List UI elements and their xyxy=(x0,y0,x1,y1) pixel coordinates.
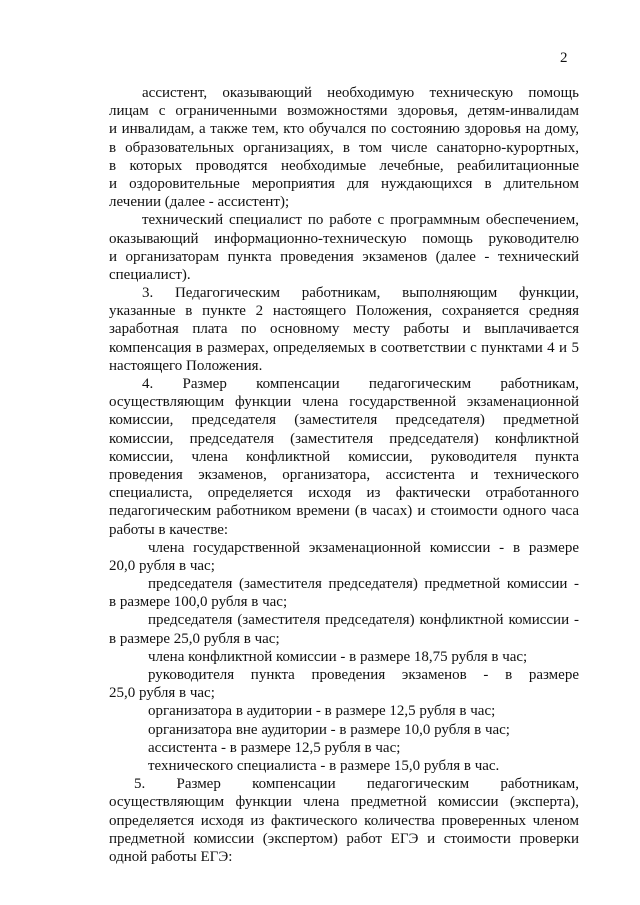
text-line: руководителя пункта проведения экзаменов - в размере xyxy=(148,667,579,683)
text-line: и инвалидам, а также тем, кто обучался по состоянию здоровья на дому, xyxy=(109,121,579,138)
text-line: 25,0 рубля в час; xyxy=(109,685,215,702)
text-line: 20,0 рубля в час; xyxy=(109,557,215,574)
text-line: организатора вне аудитории - в размере 10,0 рубля в час; xyxy=(148,721,510,738)
text-line: осуществляющим функции члена предметной комиссии (эксперта), xyxy=(109,794,579,811)
text-line: одной работы ЕГЭ: xyxy=(109,848,233,865)
text-line: председателя (заместителя председателя) предметной комиссии - xyxy=(148,576,579,593)
text-line: в размере 25,0 рубля в час; xyxy=(109,630,280,647)
text-line: технического специалиста - в размере 15,0 рубля в час. xyxy=(148,757,500,774)
text-line: определяется исходя из фактического количества проверенных членом xyxy=(109,812,579,829)
text-line: оказывающий информационно-техническую помощь руководителю xyxy=(109,230,579,247)
text-line: осуществляющим функции члена государственной экзаменационной xyxy=(109,394,579,411)
text-line: специалиста, определяется исходя из фактически отработанного xyxy=(109,485,579,502)
text-line: и организаторам пункта проведения экзаменов (далее - технический xyxy=(109,248,579,265)
text-line: члена конфликтной комиссии - в размере 18,75 рубля в час; xyxy=(148,648,528,665)
text-line: организатора в аудитории - в размере 12,5 рубля в час; xyxy=(148,703,496,720)
text-line: лицам с ограниченными возможностями здоровья, детям-инвалидам xyxy=(109,103,579,120)
text-line: компенсация в размерах, определяемых в соответствии с пунктами 4 и 5 xyxy=(109,339,579,356)
text-line: комиссии, председателя (заместителя председателя) конфликтной xyxy=(109,430,579,447)
text-line: 5. Размер компенсации педагогическим работникам, xyxy=(134,776,579,793)
text-line: члена государственной экзаменационной комиссии - в размере xyxy=(148,539,579,556)
text-line: ассистент, оказывающий необходимую техническую помощь xyxy=(142,85,579,101)
text-line: ассистента - в размере 12,5 рубля в час; xyxy=(148,739,401,756)
document-body xyxy=(109,84,579,866)
text-line: председателя (заместителя председателя) конфликтной комиссии - xyxy=(148,612,579,629)
text-line: проведения экзаменов, организатора, ассистента и технического xyxy=(109,466,579,483)
text-line: специалист). xyxy=(109,266,191,283)
text-line: 3. Педагогическим работникам, выполняющим функции, xyxy=(142,285,579,302)
text-line: комиссии, члена конфликтной комиссии, руководителя пункта xyxy=(109,448,579,465)
text-line: в размере 100,0 рубля в час; xyxy=(109,594,288,611)
text-line: предметной комиссии (экспертом) работ ЕГЭ и стоимости проверки xyxy=(109,830,579,847)
text-line: в образовательных организациях, в том числе санаторно-курортных, xyxy=(109,139,579,156)
text-line: 4. Размер компенсации педагогическим работникам, xyxy=(142,376,579,392)
text-line: указанные в пункте 2 настоящего Положения, сохраняется средняя xyxy=(109,303,579,320)
text-line: настоящего Положения. xyxy=(109,357,263,374)
page-number: 2 xyxy=(560,50,568,66)
text-line: комиссии, председателя (заместителя председателя) предметной xyxy=(109,412,579,429)
text-line: в которых проводятся необходимые лечебные, реабилитационные xyxy=(109,157,579,174)
text-line: технический специалист по работе с программным обеспечением, xyxy=(142,212,579,229)
text-line: работы в качестве: xyxy=(109,521,229,538)
text-line: заработная плата по основному месту работы и выплачивается xyxy=(109,321,579,338)
text-line: и оздоровительные мероприятия для нуждающихся в длительном xyxy=(109,175,579,192)
text-line: лечении (далее - ассистент); xyxy=(109,194,290,211)
text-line: педагогическим работником времени (в часах) и стоимости одного часа xyxy=(109,503,579,520)
